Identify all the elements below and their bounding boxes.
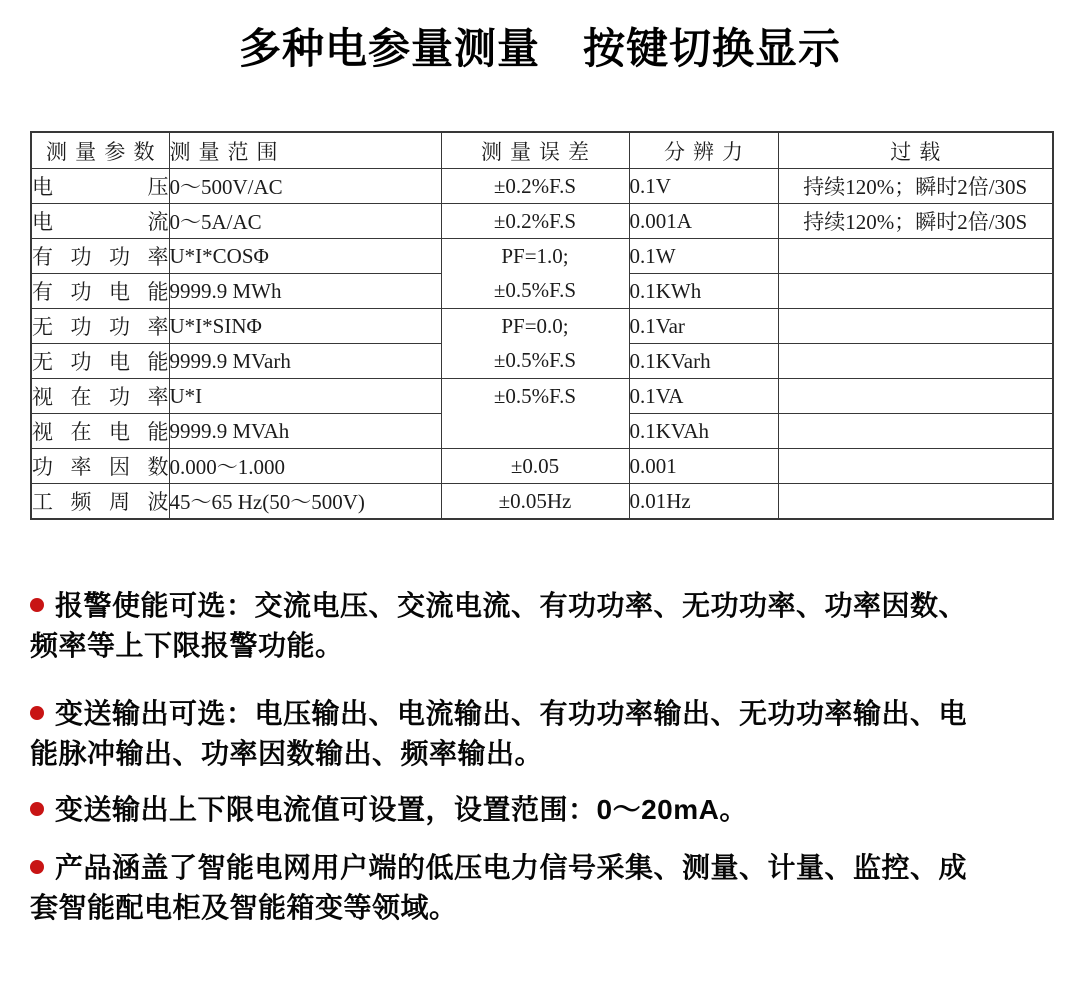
cell-overload (778, 239, 1053, 274)
cell-resolution: 0.1Var (629, 309, 778, 344)
cell-range: U*I (169, 379, 441, 414)
cell-range: 0～5A/AC (169, 204, 441, 239)
cell-param: 视在电能 (31, 414, 169, 449)
cell-overload (778, 274, 1053, 309)
cell-error: ±0.05 (441, 449, 629, 484)
header-resolution: 分辨力 (629, 132, 778, 169)
cell-error: ±0.2%F.S (441, 204, 629, 239)
cell-range: 0～500V/AC (169, 169, 441, 204)
table-header-row (31, 132, 1053, 169)
bullet-line: 能脉冲输出、功率因数输出、频率输出。 (30, 738, 544, 769)
bullet-line (30, 694, 1052, 734)
table-row (31, 204, 1053, 239)
bullet-text: 报警使能可选：交流电压、交流电流、有功功率、无功功率、功率因数、 (55, 590, 968, 621)
cell-resolution: 0.1W (629, 239, 778, 274)
error-line: PF=1.0; (501, 244, 569, 268)
cell-range: U*I*COSΦ (169, 239, 441, 274)
cell-overload (778, 309, 1053, 344)
bullet-applications (30, 848, 1052, 928)
cell-param: 无功电能 (31, 344, 169, 379)
table-row (31, 484, 1053, 520)
cell-resolution: 0.1V (629, 169, 778, 204)
cell-resolution: 0.1VA (629, 379, 778, 414)
bullet-line (30, 848, 1052, 888)
bullet-transmit-options (30, 694, 1052, 774)
cell-range: 9999.9 MWh (169, 274, 441, 309)
cell-param: 工频周波 (31, 484, 169, 520)
error-line (442, 413, 629, 447)
table-row (31, 169, 1053, 204)
bullet-alarm (30, 586, 1052, 666)
cell-overload (778, 484, 1053, 520)
cell-resolution: 0.1KWh (629, 274, 778, 309)
bullet-line: 套智能配电柜及智能箱变等领域。 (30, 892, 458, 923)
header-error: 测量误差 (441, 132, 629, 169)
table-row (31, 449, 1053, 484)
cell-resolution: 0.1KVarh (629, 344, 778, 379)
cell-param: 电 压 (31, 169, 169, 204)
header-range: 测量范围 (169, 132, 441, 169)
cell-error-merged (441, 379, 629, 449)
bullet-icon (30, 598, 44, 612)
cell-range: 9999.9 MVarh (169, 344, 441, 379)
cell-error: ±0.05Hz (441, 484, 629, 520)
cell-param: 视在功率 (31, 379, 169, 414)
cell-resolution: 0.001A (629, 204, 778, 239)
table-row (31, 239, 1053, 274)
cell-range: 45～65 Hz(50～500V) (169, 484, 441, 520)
error-line: ±0.5%F.S (493, 348, 577, 372)
bullet-line: 频率等上下限报警功能。 (30, 630, 344, 661)
cell-param: 无功功率 (31, 309, 169, 344)
header-overload: 过载 (778, 132, 1053, 169)
bullet-text: 变送输出可选：电压输出、电流输出、有功功率输出、无功功率输出、电 (55, 698, 968, 729)
cell-error-merged (441, 309, 629, 379)
cell-param: 有功电能 (31, 274, 169, 309)
cell-param: 电 流 (31, 204, 169, 239)
error-line: PF=0.0; (501, 314, 569, 338)
cell-error: ±0.2%F.S (441, 169, 629, 204)
cell-param: 有功功率 (31, 239, 169, 274)
cell-overload (778, 379, 1053, 414)
bullet-text: 产品涵盖了智能电网用户端的低压电力信号采集、测量、计量、监控、成 (55, 852, 968, 883)
table-row (31, 309, 1053, 344)
bullet-icon (30, 802, 44, 816)
page-title: 多种电参量测量 按键切换显示 (238, 25, 841, 72)
bullet-line (30, 790, 1052, 830)
cell-range: U*I*SINΦ (169, 309, 441, 344)
cell-overload (778, 449, 1053, 484)
table-row (31, 379, 1053, 414)
cell-overload (778, 344, 1053, 379)
spec-table (30, 131, 1054, 520)
error-line: ±0.5%F.S (493, 384, 577, 408)
cell-resolution: 0.1KVAh (629, 414, 778, 449)
cell-overload (778, 414, 1053, 449)
header-param: 测量参数 (31, 132, 169, 169)
cell-error-merged (441, 239, 629, 309)
error-line: ±0.5%F.S (493, 278, 577, 302)
cell-overload: 持续120%；瞬时2倍/30S (778, 204, 1053, 239)
bullet-text: 变送输出上下限电流值可设置，设置范围：0～20mA。 (55, 794, 748, 825)
cell-resolution: 0.01Hz (629, 484, 778, 520)
bullet-icon (30, 860, 44, 874)
cell-range: 0.000～1.000 (169, 449, 441, 484)
cell-resolution: 0.001 (629, 449, 778, 484)
bullet-icon (30, 706, 44, 720)
cell-param: 功率因数 (31, 449, 169, 484)
feature-bullets (30, 586, 1052, 928)
bullet-line (30, 586, 1052, 626)
cell-range: 9999.9 MVAh (169, 414, 441, 449)
bullet-current-range (30, 790, 1052, 830)
cell-overload: 持续120%；瞬时2倍/30S (778, 169, 1053, 204)
